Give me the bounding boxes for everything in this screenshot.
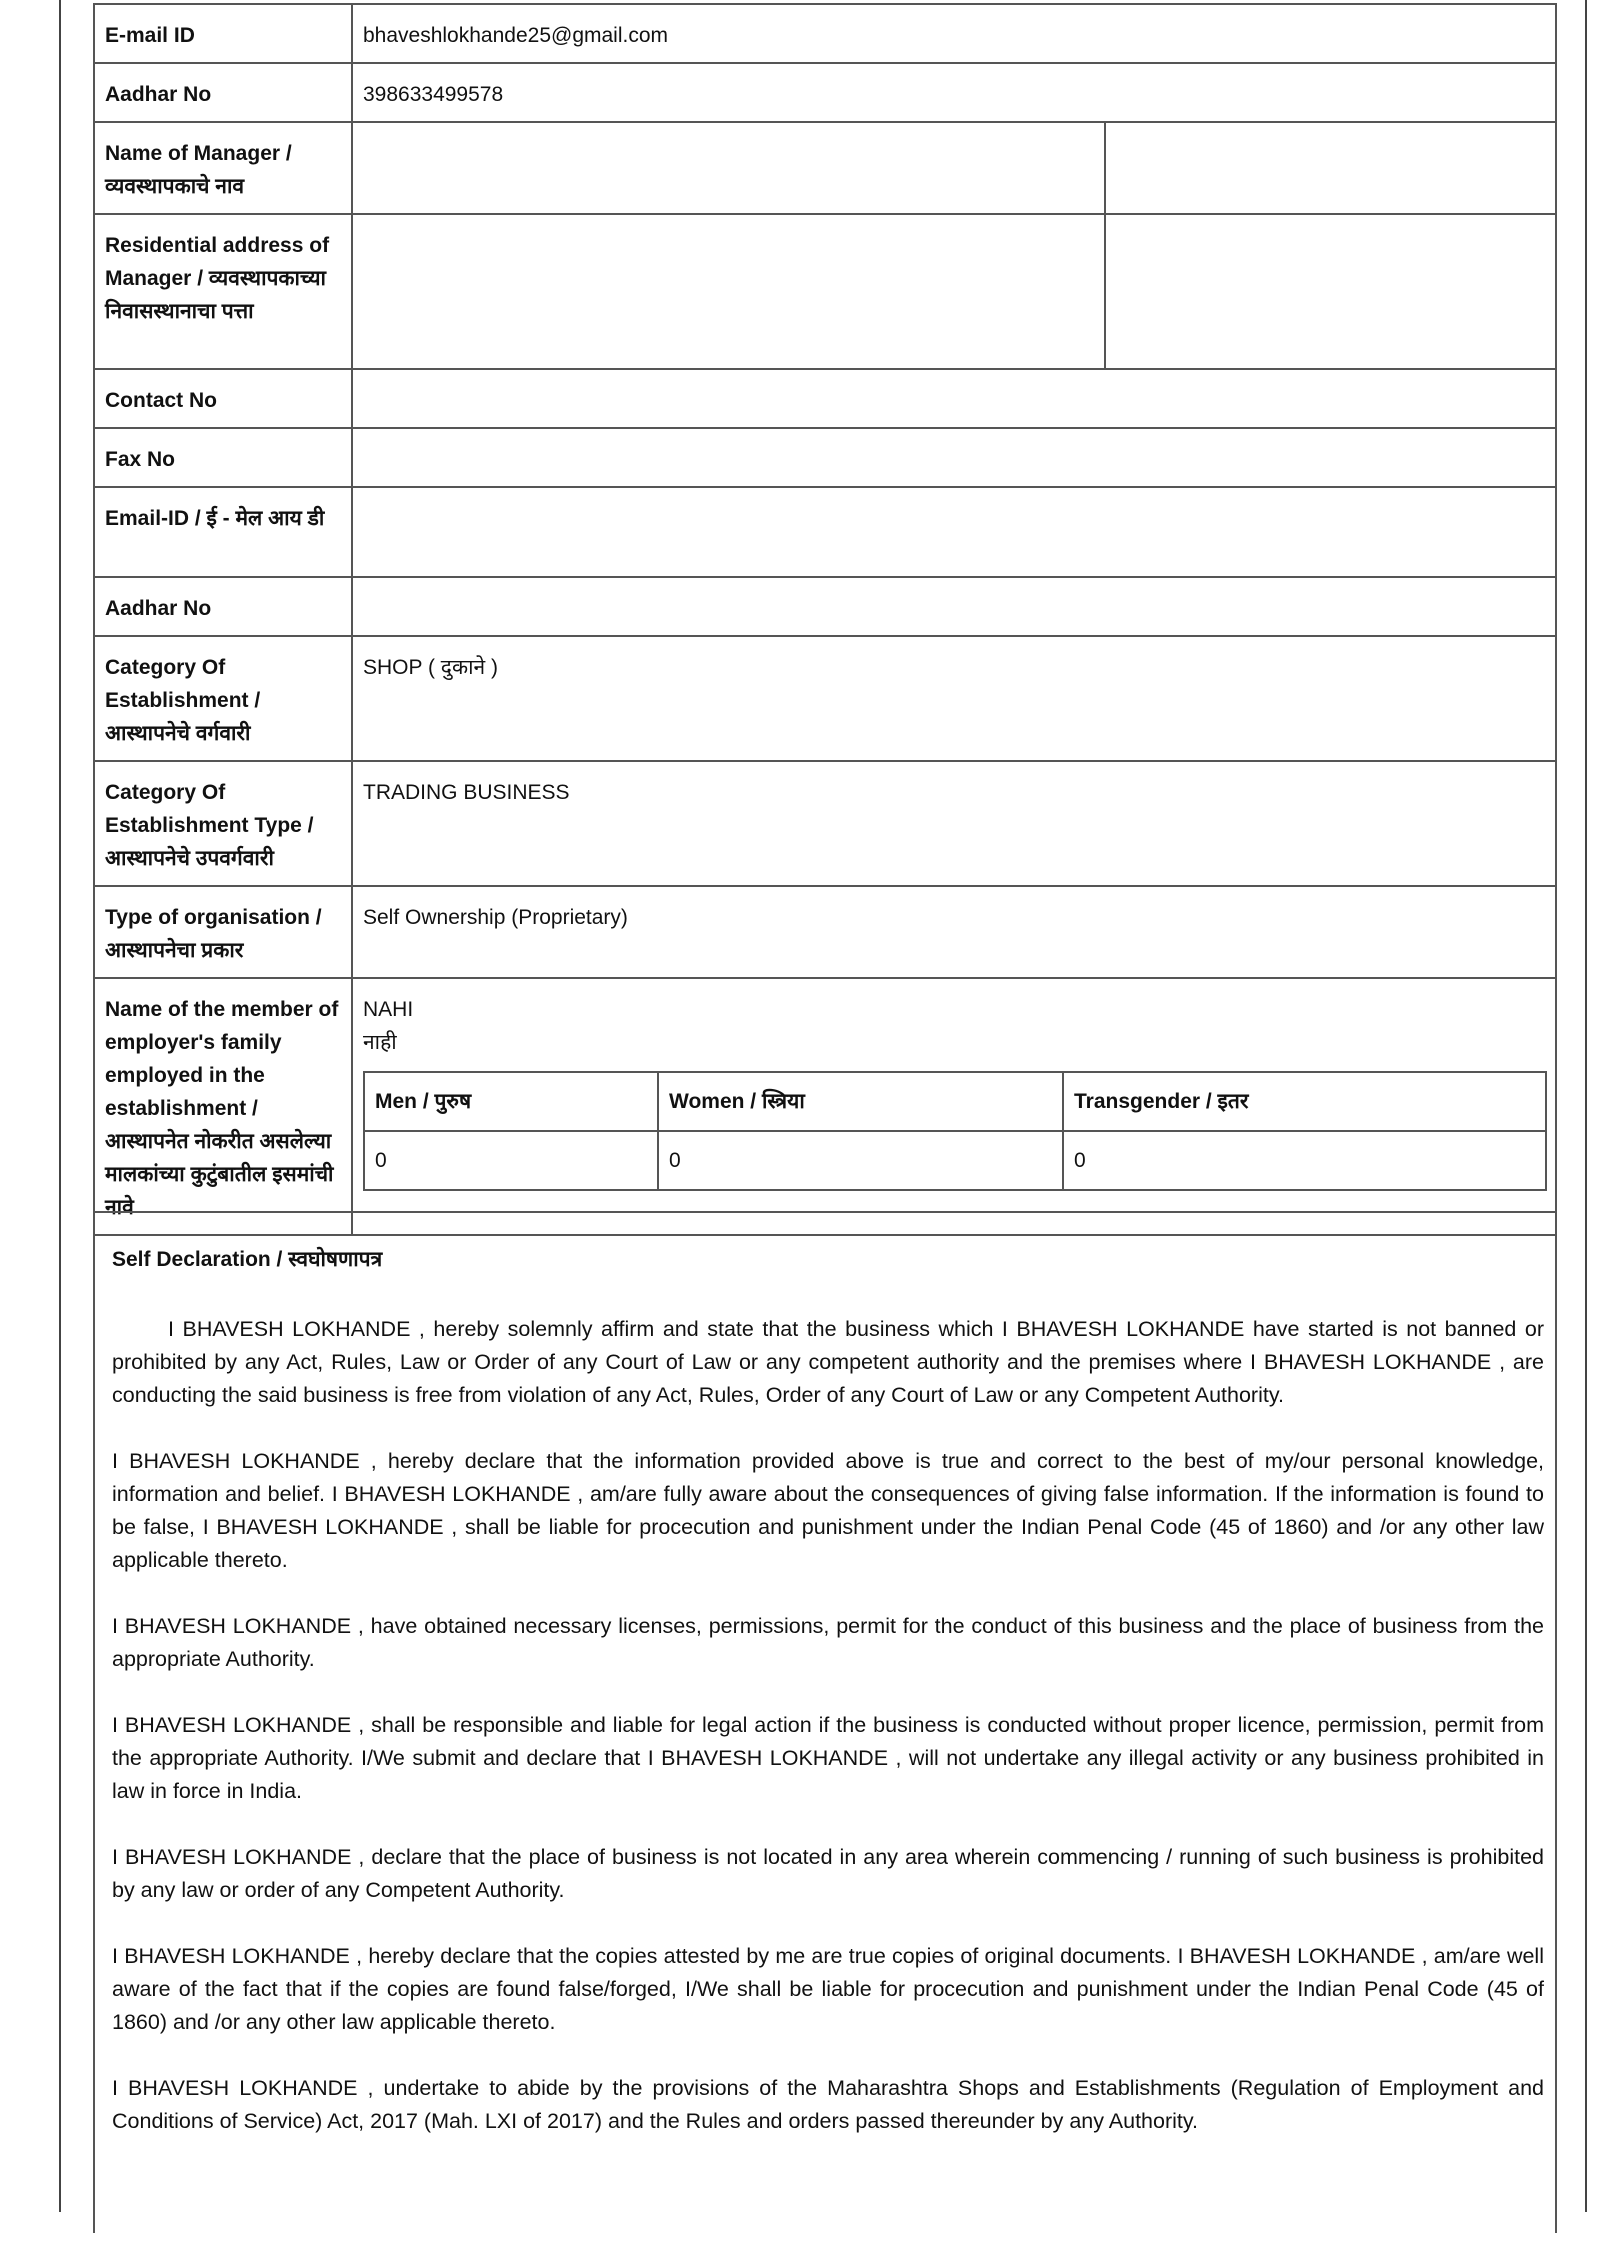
field-label: E-mail ID xyxy=(94,4,352,63)
table-row-manager-email xyxy=(94,487,1556,577)
men-header: Men / पुरुष xyxy=(364,1072,658,1131)
declaration-paragraph: I BHAVESH LOKHANDE , shall be responsible and liable for legal action if the business is conducted without proper licence, permission, permit from the appropriate Authority. I/We submit and declare that I BHAVESH LOKHANDE , will not undertake any illegal activity or any business prohibited in law in force in India. xyxy=(112,1713,1544,1803)
table-row-category-type xyxy=(94,761,1556,886)
field-label: Type of organisation / आस्थापनेचा प्रकार xyxy=(94,886,352,978)
women-header: Women / स्त्रिया xyxy=(658,1072,1063,1131)
category-value: SHOP ( दुकाने ) xyxy=(352,636,1556,761)
manager-name-value xyxy=(352,122,1105,214)
page-frame-right xyxy=(1585,0,1587,2212)
field-label: Contact No xyxy=(94,369,352,428)
manager-email-value xyxy=(352,487,1556,577)
table-row-aadhar xyxy=(94,63,1556,122)
declaration-paragraph: I BHAVESH LOKHANDE , hereby declare that the information provided above is true and correct to the best of my/our personal knowledge, information and belief. I BHAVESH LOKHANDE , am/are fully aware about the consequences of giving false information. If the information is found to be false, I BHAVESH LOKHANDE , shall be liable for procecution and punishment under the Indian Penal Code (45 of 1860) and /or any other law applicable thereto. xyxy=(112,1449,1544,1572)
table-row-category xyxy=(94,636,1556,761)
category-type-value: TRADING BUSINESS xyxy=(352,761,1556,886)
table-row-organisation-type xyxy=(94,886,1556,978)
establishment-details-table xyxy=(93,3,1557,1236)
table-row-manager-name xyxy=(94,122,1556,214)
table-row-manager-aadhar xyxy=(94,577,1556,636)
self-declaration-section xyxy=(93,1211,1557,2233)
men-count: 0 xyxy=(364,1131,658,1190)
declaration-paragraph: I BHAVESH LOKHANDE , hereby solemnly affirm and state that the business which I BHAVESH LOKHANDE have started is not banned or prohibited by any Act, Rules, Law or Order of any Court of Law or any competent authority and the premises where I BHAVESH LOKHANDE , are conducting the said business is free from violation of any Act, Rules, Order of any Court of Law or any Competent Authority. xyxy=(112,1317,1544,1407)
organisation-type-value: Self Ownership (Proprietary) xyxy=(352,886,1556,978)
contact-value xyxy=(352,369,1556,428)
employee-count-header-row xyxy=(364,1072,1546,1131)
family-member-value: NAHI xyxy=(363,998,414,1021)
declaration-title: Self Declaration / स्वघोषणापत्र xyxy=(112,1248,383,1271)
fax-value xyxy=(352,428,1556,487)
email-value: bhaveshlokhande25@gmail.com xyxy=(352,4,1556,63)
field-label: Aadhar No xyxy=(94,577,352,636)
page-frame-left xyxy=(59,0,61,2212)
manager-name-value-2 xyxy=(1105,122,1556,214)
manager-address-value xyxy=(352,214,1105,369)
transgender-count: 0 xyxy=(1063,1131,1546,1190)
family-member-value-marathi: नाही xyxy=(363,1031,397,1054)
field-label: Name of Manager / व्यवस्थापकाचे नाव xyxy=(94,122,352,214)
table-row-family-members xyxy=(94,978,1556,1235)
declaration-paragraph: I BHAVESH LOKHANDE , hereby declare that the copies attested by me are true copies of original documents. I BHAVESH LOKHANDE , am/are well aware of the fact that if the copies are found false/forged, I/We shall be liable for procecution and punishment under the Indian Penal Code (45 of 1860) and /or any other law applicable thereto. xyxy=(112,1944,1544,2034)
field-label: Category Of Establishment Type / आस्थापनेचे उपवर्गवारी xyxy=(94,761,352,886)
field-label: Category Of Establishment / आस्थापनेचे वर्गवारी xyxy=(94,636,352,761)
field-label: Name of the member of employer's family employed in the establishment / आस्थापनेत नोकरीत असलेल्या मालकांच्या कुटुंबातील इसमांची नावे xyxy=(94,978,352,1235)
women-count: 0 xyxy=(658,1131,1063,1190)
declaration-paragraph: I BHAVESH LOKHANDE , have obtained necessary licenses, permissions, permit for the conduct of this business and the place of business from the appropriate Authority. xyxy=(112,1614,1544,1671)
employee-count-value-row xyxy=(364,1131,1546,1190)
manager-address-value-2 xyxy=(1105,214,1556,369)
manager-aadhar-value xyxy=(352,577,1556,636)
field-label: Fax No xyxy=(94,428,352,487)
transgender-header: Transgender / इतर xyxy=(1063,1072,1546,1131)
employee-count-table xyxy=(363,1071,1547,1191)
table-row-email xyxy=(94,4,1556,63)
field-label: Email-ID / ई - मेल आय डी xyxy=(94,487,352,577)
table-row-contact xyxy=(94,369,1556,428)
declaration-paragraph: I BHAVESH LOKHANDE , undertake to abide by the provisions of the Maharashtra Shops and Establishments (Regulation of Employment and Conditions of Service) Act, 2017 (Mah. LXI of 2017) and the Rules and orders passed thereunder by any Authority. xyxy=(112,2076,1544,2133)
field-label: Residential address of Manager / व्यवस्थापकाच्या निवासस्थानाचा पत्ता xyxy=(94,214,352,369)
declaration-paragraph: I BHAVESH LOKHANDE , declare that the place of business is not located in any area wherein commencing / running of such business is prohibited by any law or order of any Competent Authority. xyxy=(112,1845,1544,1902)
table-row-manager-address xyxy=(94,214,1556,369)
field-label: Aadhar No xyxy=(94,63,352,122)
aadhar-value: 398633499578 xyxy=(352,63,1556,122)
table-row-fax xyxy=(94,428,1556,487)
declaration-body xyxy=(112,1313,1544,2171)
